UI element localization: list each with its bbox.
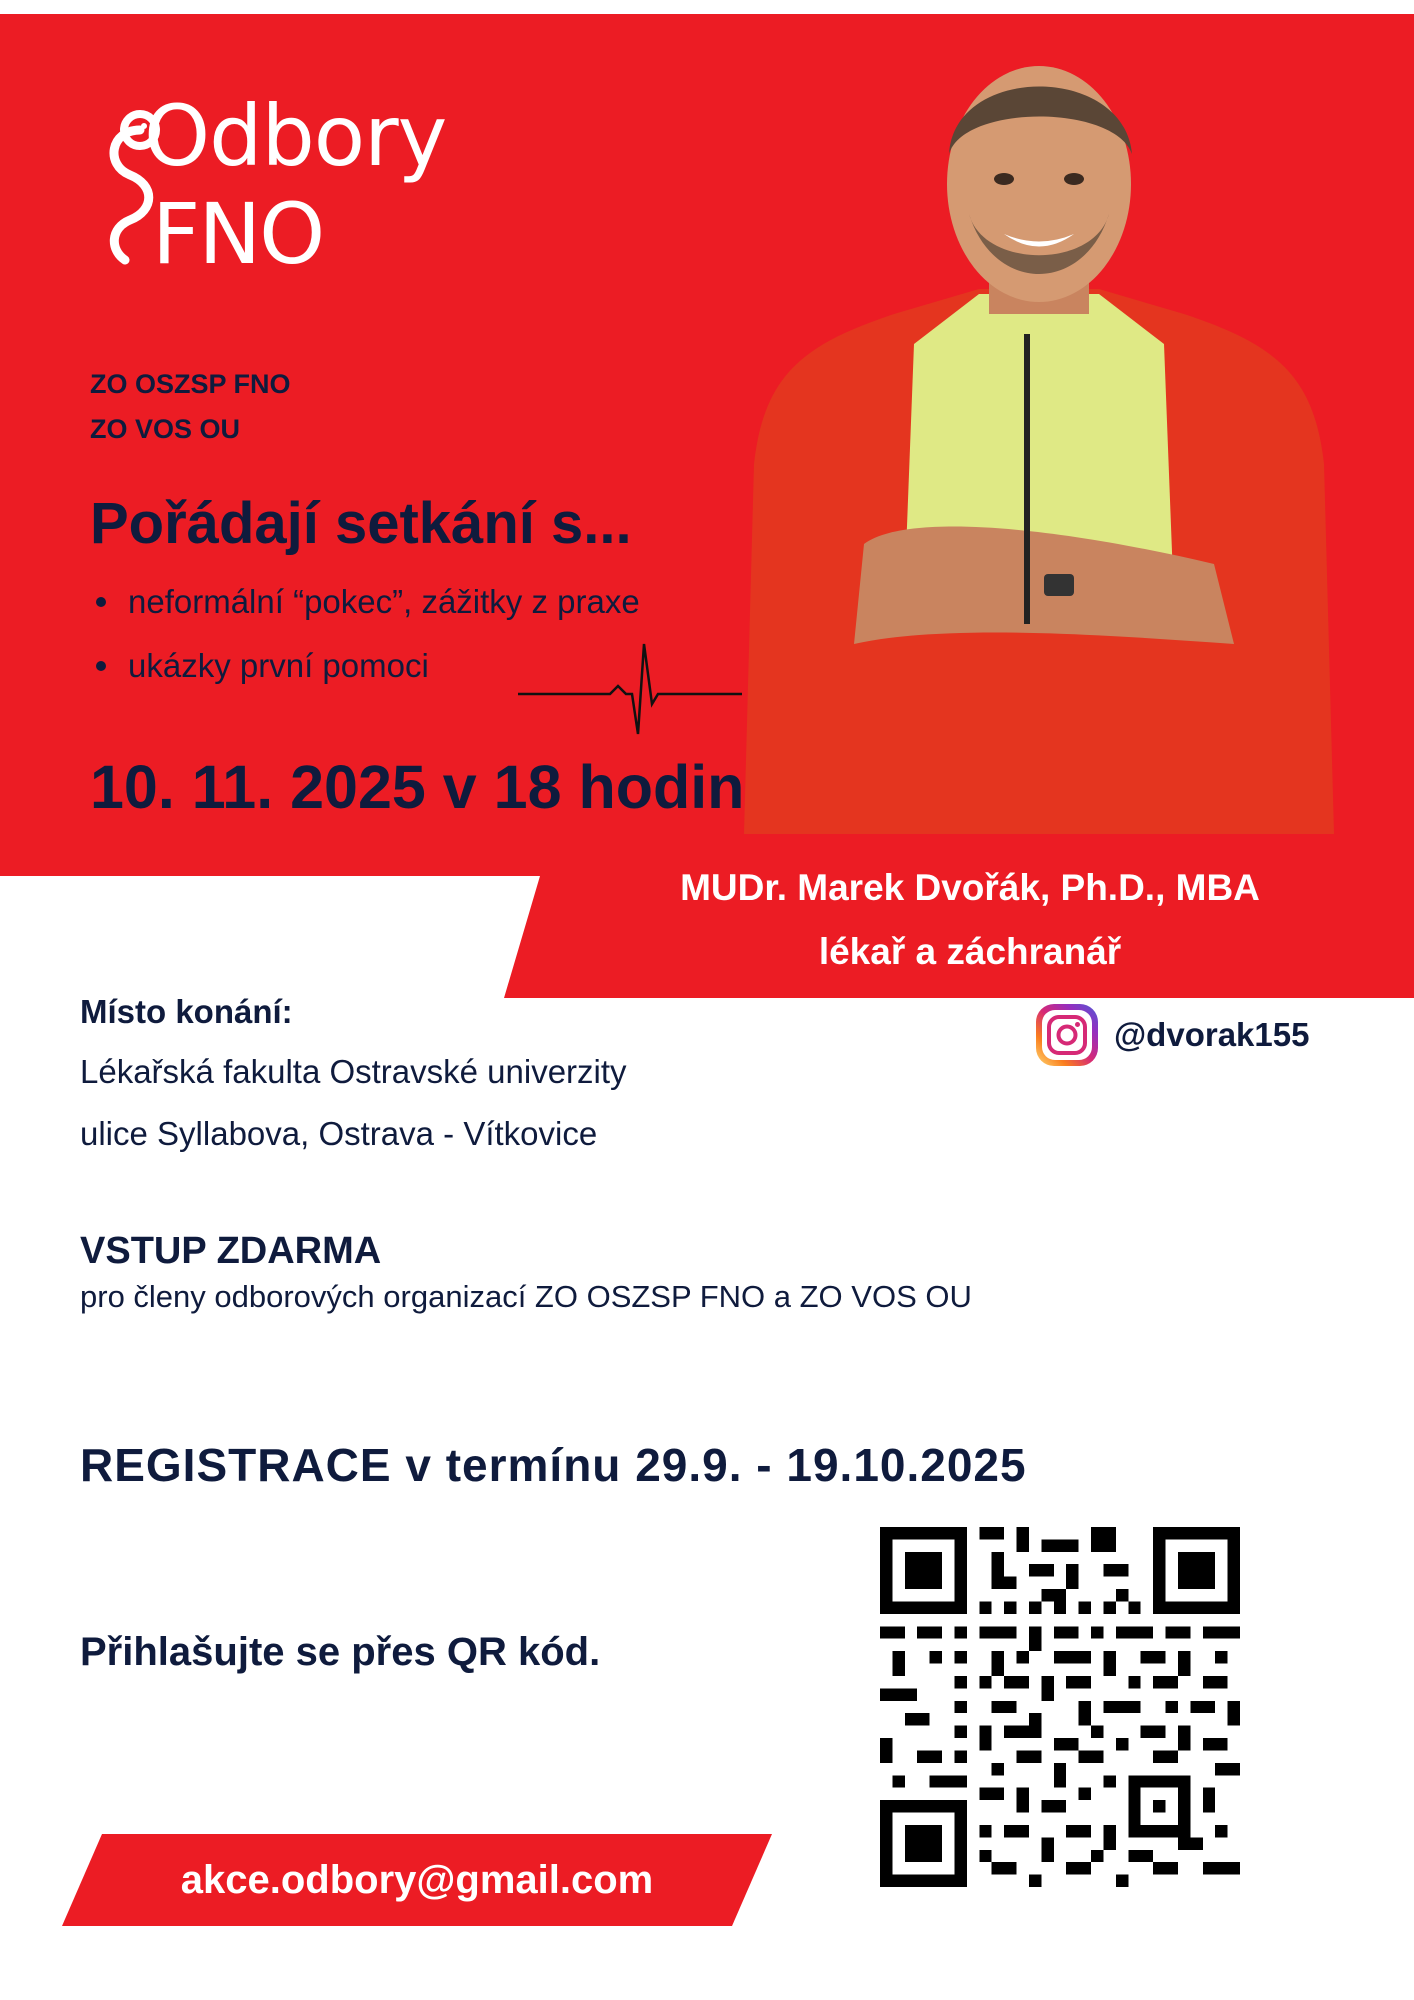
admission-section: [80, 1226, 972, 1318]
venue-line-2: ulice Syllabova, Ostrava - Vítkovice: [80, 1115, 598, 1152]
qr-code[interactable]: [880, 1527, 1240, 1887]
venue-label: Místo konání:: [80, 993, 293, 1030]
venue-line-1: Lékařská fakulta Ostravské univerzity: [80, 1053, 627, 1090]
headline: Pořádají setkání s...: [90, 491, 632, 556]
instagram-icon: [1036, 1004, 1098, 1066]
registration-period: REGISTRACE v termínu 29.9. - 19.10.2025: [80, 1439, 1027, 1491]
admission-subtitle: pro členy odborových organizací ZO OSZSP FNO a ZO VOS OU: [80, 1279, 972, 1314]
feature-item: ukázky první pomoci: [92, 644, 640, 708]
organizers: [90, 362, 291, 452]
logo-text-odbory: Odbory: [144, 87, 447, 185]
event-date: 10. 11. 2025 v 18 hodin: [90, 753, 745, 821]
contact-email-link[interactable]: akce.odbory@gmail.com: [180, 1858, 654, 1902]
speaker-name: MUDr. Marek Dvořák, Ph.D., MBA: [680, 867, 1260, 908]
heartbeat-line-icon: [518, 634, 742, 744]
signup-instruction: Přihlašujte se přes QR kód.: [80, 1630, 601, 1674]
feature-item: neformální “pokec”, zážitky z praxe: [92, 580, 640, 644]
speaker-photo: [744, 44, 1334, 834]
logo-text-fno: FNO: [152, 185, 324, 283]
organizer-2: ZO VOS OU: [90, 414, 241, 444]
speaker-role: lékař a záchranář: [818, 931, 1122, 972]
odbory-fno-logo: [100, 87, 447, 284]
admission-title: VSTUP ZDARMA: [80, 1230, 382, 1272]
instagram-handle: @dvorak155: [1114, 1016, 1310, 1053]
venue-section: [80, 990, 627, 1174]
instagram-link[interactable]: [1036, 1004, 1309, 1066]
speaker-info: [610, 856, 1330, 984]
organizer-1: ZO OSZSP FNO: [90, 369, 291, 399]
